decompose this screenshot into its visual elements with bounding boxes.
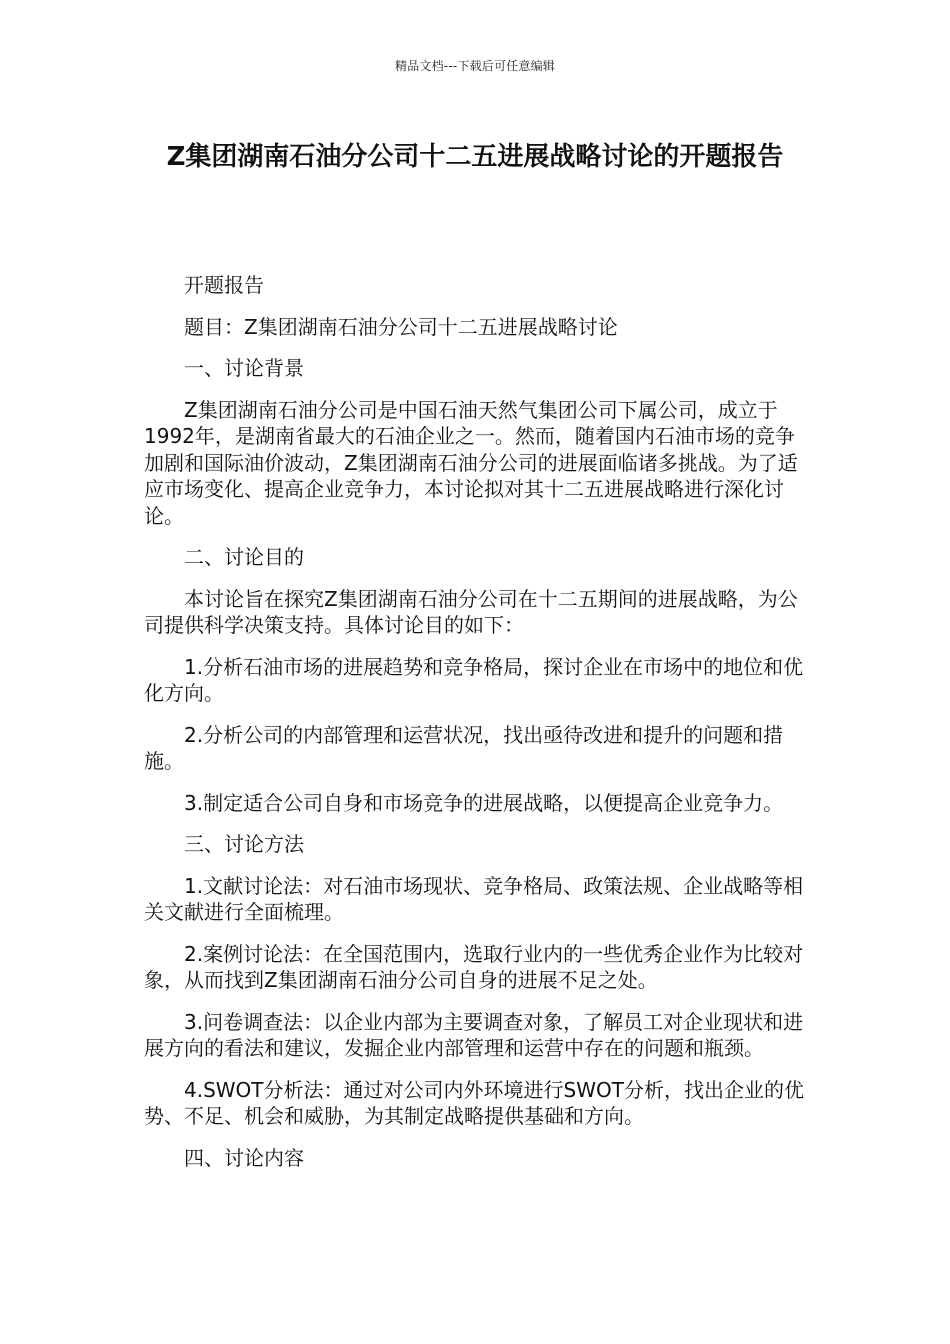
purpose-item-2: 2.分析公司的内部管理和运营状况，找出亟待改进和提升的问题和措施。 [144,722,784,773]
document-body [144,272,806,1186]
section-label-report: 开题报告 [184,273,264,297]
method-item-3: 3.问卷调查法：以企业内部为主要调查对象，了解员工对企业现状和进展方向的看法和建议，发掘企业内部管理和运营中存在的问题和瓶颈。 [144,1009,804,1060]
purpose-intro-paragraph: 本讨论旨在探究Z集团湖南石油分公司在十二五期间的进展战略，为公司提供科学决策支持。具体讨论目的如下： [144,586,798,637]
section-heading-method: 三、讨论方法 [184,832,304,856]
method-item-1: 1.文献讨论法：对石油市场现状、竞争格局、政策法规、企业战略等相关文献进行全面梳理。 [144,873,804,924]
method-item-4: 4.SWOT分析法：通过对公司内外环境进行SWOT分析，找出企业的优势、不足、机会和威胁，为其制定战略提供基础和方向。 [144,1077,804,1128]
purpose-item-3: 3.制定适合公司自身和市场竞争的进展战略，以便提高企业竞争力。 [184,790,784,815]
background-paragraph: Z集团湖南石油分公司是中国石油天然气集团公司下属公司，成立于1992年，是湖南省最大的石油企业之一。然而，随着国内石油市场的竞争加剧和国际油价波动，Z集团湖南石油分公司的进展面临诸多挑战。为了适应市场变化、提高企业竞争力，本讨论拟对其十二五进展战略进行深化讨论。 [144,397,798,528]
purpose-item-1: 1.分析石油市场的进展趋势和竞争格局，探讨企业在市场中的地位和优化方向。 [144,654,804,705]
header-note: 精品文档---下载后可任意编辑 [395,59,555,73]
section-heading-content: 四、讨论内容 [184,1145,304,1170]
section-heading-background: 一、讨论背景 [184,356,304,380]
document-title: Z集团湖南石油分公司十二五进展战略讨论的开题报告 [166,142,784,172]
topic-line: 题目：Z集团湖南石油分公司十二五进展战略讨论 [184,314,618,339]
method-item-2: 2.案例讨论法：在全国范围内，选取行业内的一些优秀企业作为比较对象，从而找到Z集团湖南石油分公司自身的进展不足之处。 [144,941,804,992]
section-heading-purpose: 二、讨论目的 [184,545,304,569]
